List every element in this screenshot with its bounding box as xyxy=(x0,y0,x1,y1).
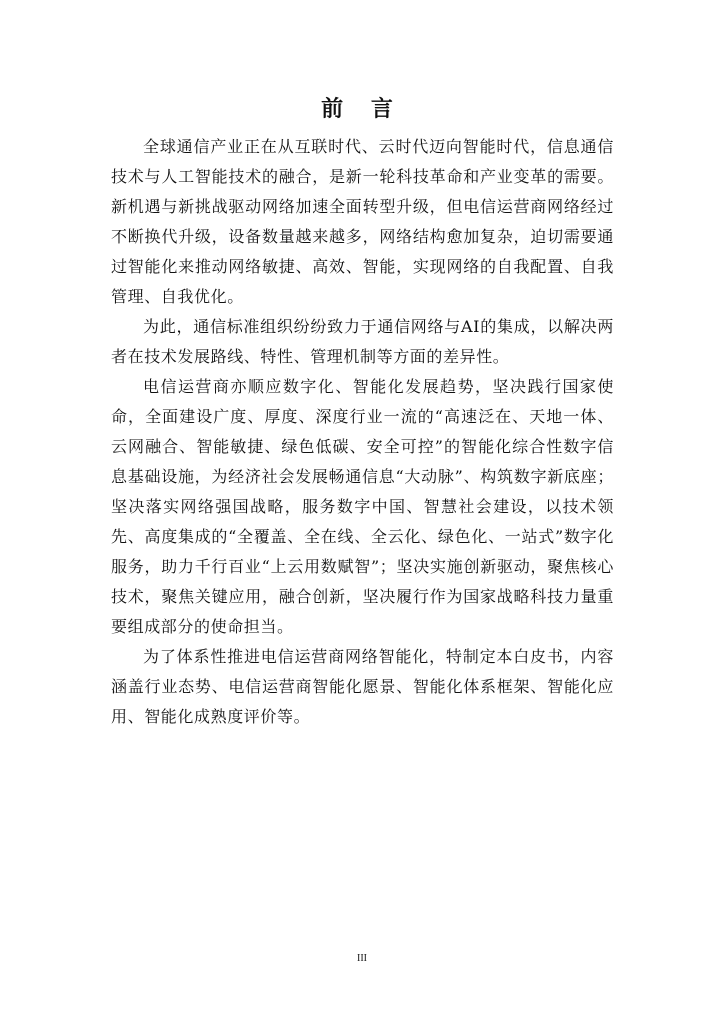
paragraph-4: 为了体系性推进电信运营商网络智能化，特制定本白皮书，内容涵盖行业态势、电信运营商智能化愿景、智能化体系框架、智能化应用、智能化成熟度评价等。 xyxy=(111,647,614,726)
preface-body xyxy=(111,132,614,732)
paragraph-3: 电信运营商亦顺应数字化、智能化发展趋势，坚决践行国家使命，全面建设广度、厚度、深度行业一流的“高速泛在、天地一体、云网融合、智能敏捷、绿色低碳、安全可控”的智能化综合性数字信息基础设施，为经济社会发展畅通信息“大动脉”、构筑数字新底座；坚决落实网络强国战略，服务数字中国、智慧社会建设，以技术领先、高度集成的“全覆盖、全在线、全云化、绿色化、一站式”数字化服务，助力千行百业“上云用数赋智”；坚决实施创新驱动，聚焦核心技术，聚焦关键应用，融合创新，坚决履行作为国家战略科技力量重要组成部分的使命担当。 xyxy=(111,377,614,636)
paragraph-2: 为此，通信标准组织纷纷致力于通信网络与AI的集成，以解决两者在技术发展路线、特性、管理机制等方面的差异性。 xyxy=(111,317,614,366)
paragraph-1: 全球通信产业正在从互联时代、云时代迈向智能时代，信息通信技术与人工智能技术的融合，是新一轮科技革命和产业变革的需要。新机遇与新挑战驱动网络加速全面转型升级，但电信运营商网络经过不断换代升级，设备数量越来越多，网络结构愈加复杂，迫切需要通过智能化来推动网络敏捷、高效、智能，实现网络的自我配置、自我管理、自我优化。 xyxy=(111,137,614,306)
page-number: III xyxy=(357,953,367,964)
page-title: 前 言 xyxy=(321,97,403,122)
